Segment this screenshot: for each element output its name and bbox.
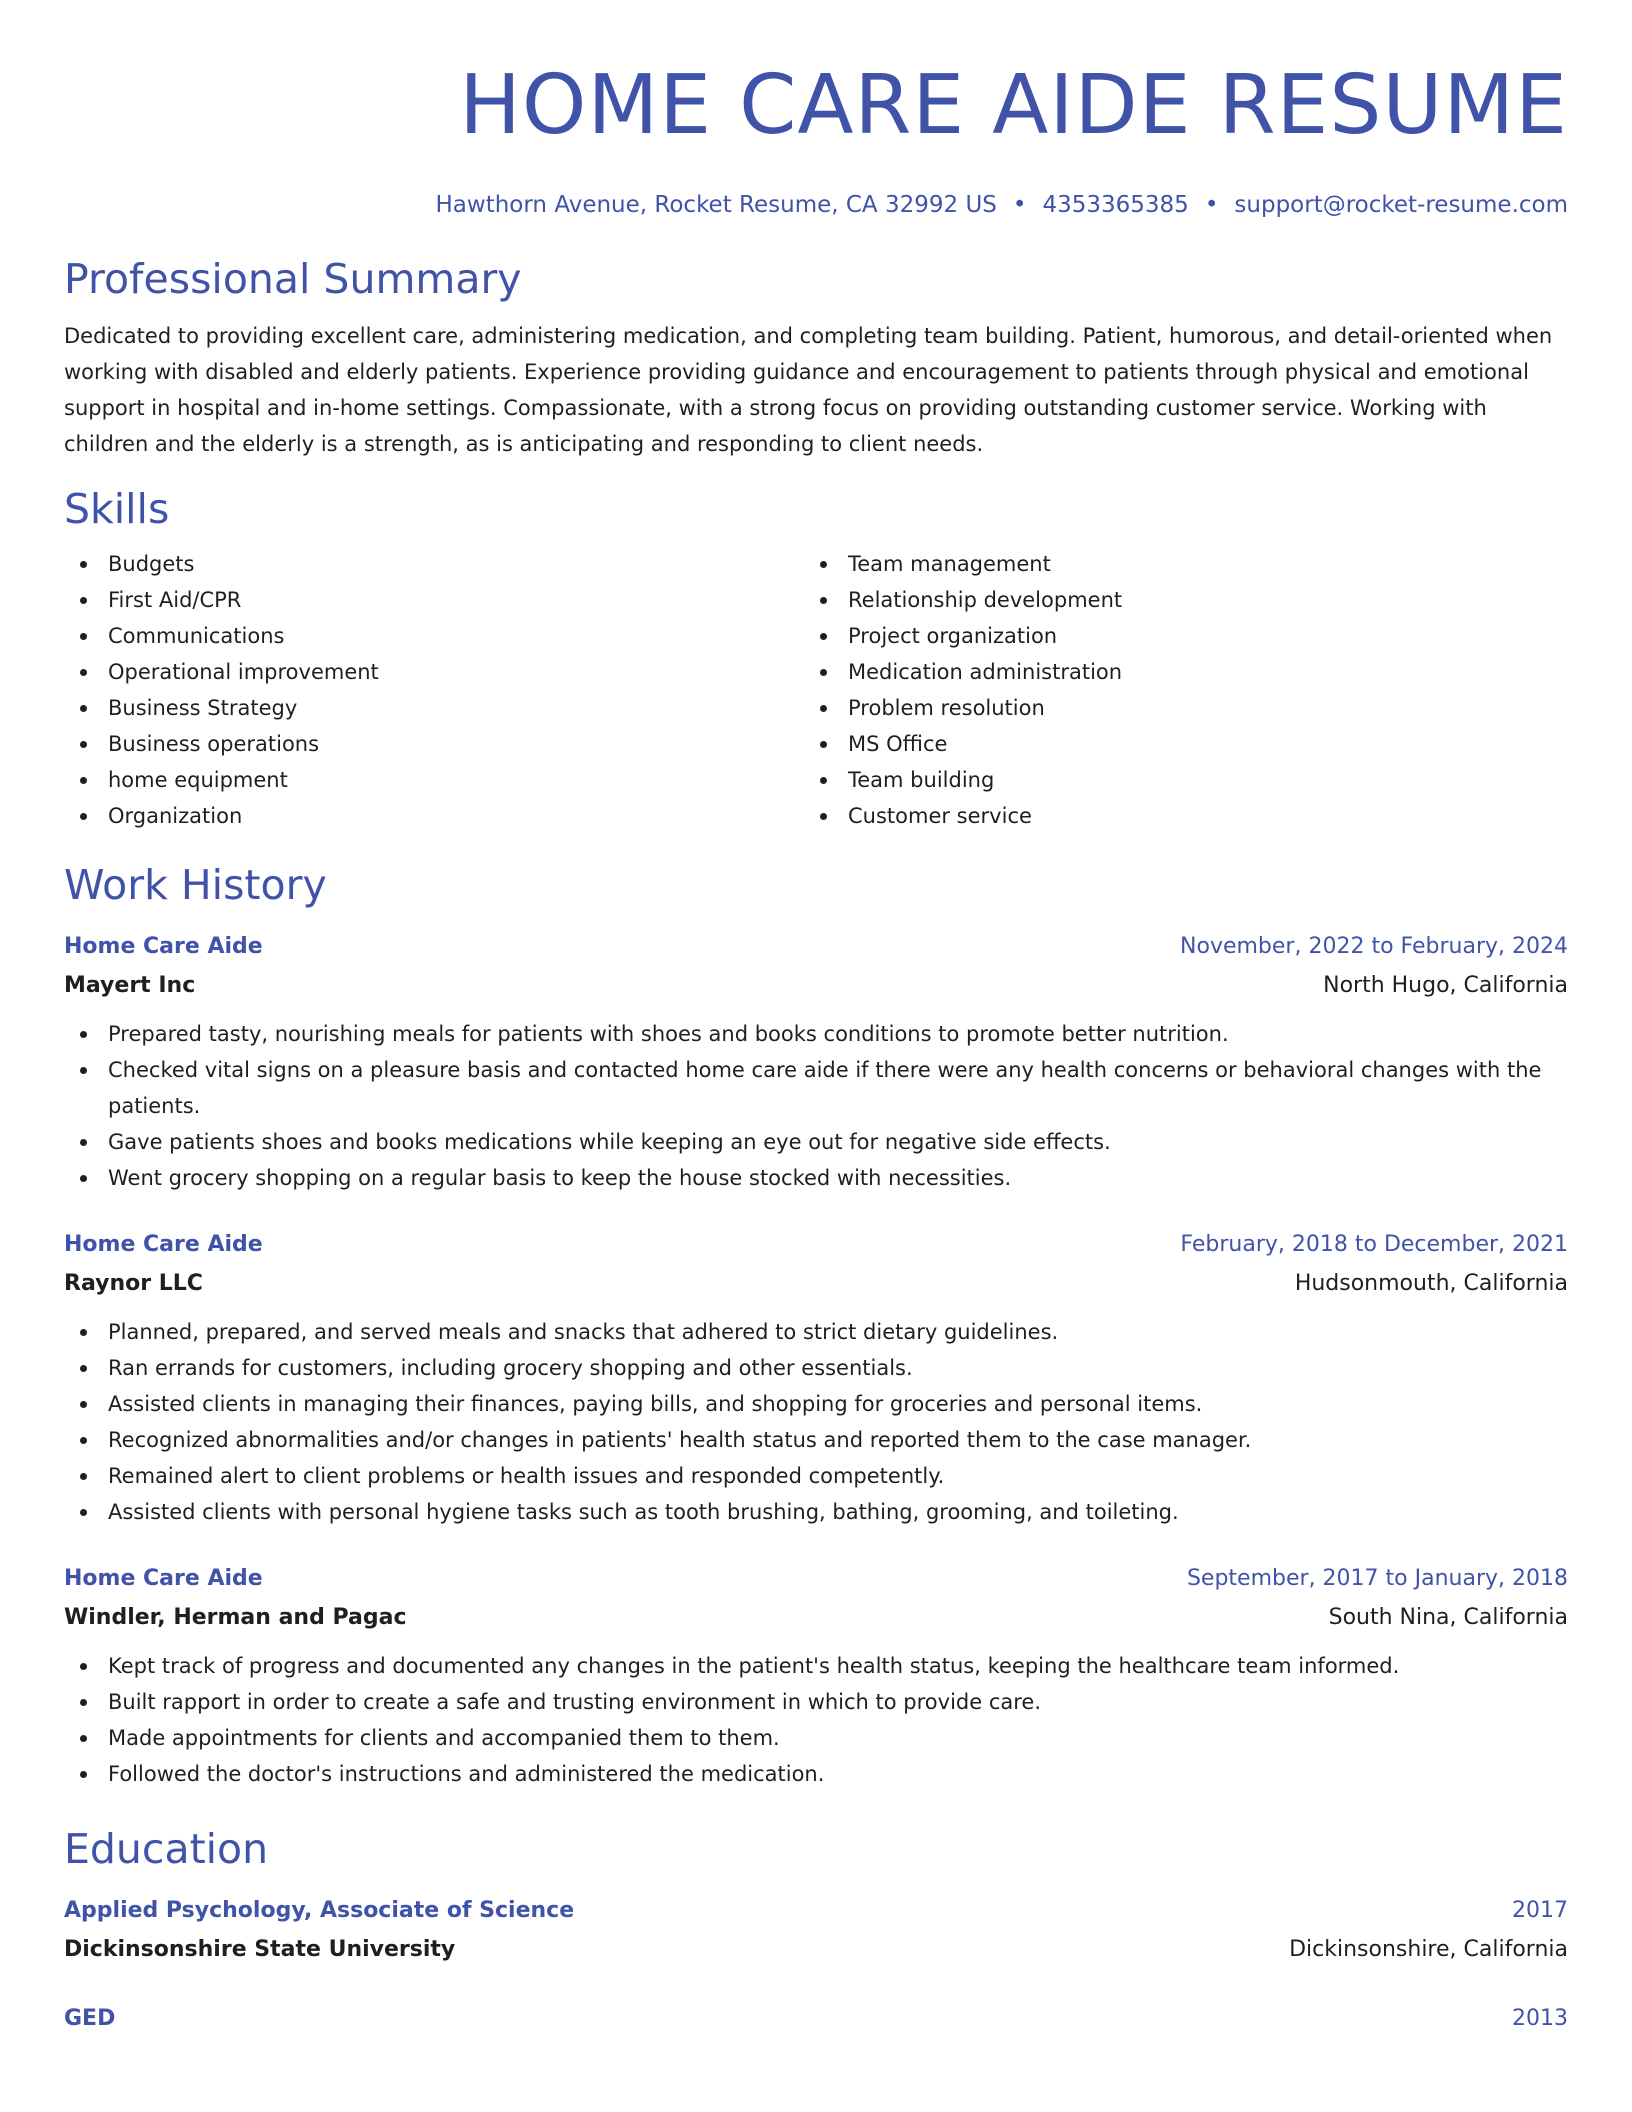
education-year: 2017: [1512, 1898, 1568, 1923]
skill-item: Team building: [804, 762, 1544, 798]
contact-separator: •: [1204, 192, 1219, 218]
skill-item: Organization: [64, 798, 804, 834]
skill-item: Relationship development: [804, 582, 1544, 618]
skill-item: Business Strategy: [64, 690, 804, 726]
job-location: South Nina, California: [1328, 1605, 1568, 1630]
job-company: Mayert Inc: [64, 973, 196, 998]
resume-title: HOME CARE AIDE RESUME: [459, 58, 1568, 153]
job-duty: Assisted clients in managing their finances, paying bills, and shopping for groceries and personal items.: [64, 1386, 1568, 1422]
job-duty: Checked vital signs on a pleasure basis and contacted home care aide if there were any health concerns or behavioral changes with the patients.: [64, 1052, 1568, 1124]
job-duty: Prepared tasty, nourishing meals for patients with shoes and books conditions to promote better nutrition.: [64, 1016, 1568, 1052]
skill-item: First Aid/CPR: [64, 582, 804, 618]
skill-item: Customer service: [804, 798, 1544, 834]
education-degree: Applied Psychology, Associate of Science: [64, 1898, 575, 1923]
education-heading: Education: [64, 1825, 269, 1873]
job-location: North Hugo, California: [1323, 973, 1568, 998]
job-duties: [64, 1016, 1568, 1196]
job-duty: Gave patients shoes and books medications while keeping an eye out for negative side effects.: [64, 1124, 1568, 1160]
contact-line: [64, 190, 1568, 220]
contact-email[interactable]: support@rocket-resume.com: [1234, 192, 1568, 218]
skill-item: Business operations: [64, 726, 804, 762]
skill-item: home equipment: [64, 762, 804, 798]
skill-item: Team management: [804, 546, 1544, 582]
education-degree: GED: [64, 2006, 116, 2031]
job-title: Home Care Aide: [64, 1232, 263, 1257]
job-duty: Built rapport in order to create a safe and trusting environment in which to provide care.: [64, 1684, 1568, 1720]
job-duty: Assisted clients with personal hygiene tasks such as tooth brushing, bathing, grooming, and toileting.: [64, 1494, 1568, 1530]
summary-text: Dedicated to providing excellent care, administering medication, and completing team building. Patient, humorous, and detail-oriented when working with disabled and elderly patients. Experience providing guidance and encouragement to patients through physical and emotional support in hospital and in-home settings. Compassionate, with a strong focus on providing outstanding customer service. Working with children and the elderly is a strength, as is anticipating and responding to client needs.: [64, 324, 1553, 456]
skills-column-left: [64, 546, 804, 834]
skill-item: Operational improvement: [64, 654, 804, 690]
work-history-heading: Work History: [64, 861, 327, 909]
skills-grid: [64, 546, 1568, 834]
job-company: Raynor LLC: [64, 1271, 203, 1296]
skill-item: Budgets: [64, 546, 804, 582]
skill-item: Communications: [64, 618, 804, 654]
job-duty: Planned, prepared, and served meals and snacks that adhered to strict dietary guidelines.: [64, 1314, 1568, 1350]
job-entry: [64, 928, 1568, 1196]
job-location: Hudsonmouth, California: [1294, 1271, 1568, 1296]
job-duty: Remained alert to client problems or health issues and responded competently.: [64, 1458, 1568, 1494]
job-title: Home Care Aide: [64, 1566, 263, 1591]
education-school: Dickinsonshire State University: [64, 1937, 456, 1962]
contact-separator: •: [1012, 192, 1027, 218]
job-duties: [64, 1648, 1568, 1792]
contact-phone: 4353365385: [1042, 192, 1189, 218]
job-duty: Recognized abnormalities and/or changes in patients' health status and reported them to the case manager.: [64, 1422, 1568, 1458]
job-dates: November, 2022 to February, 2024: [1180, 934, 1568, 959]
skill-item: Medication administration: [804, 654, 1544, 690]
job-dates: September, 2017 to January, 2018: [1186, 1566, 1568, 1591]
skills-heading: Skills: [64, 485, 170, 533]
summary-heading: Professional Summary: [64, 255, 522, 303]
job-duty: Ran errands for customers, including grocery shopping and other essentials.: [64, 1350, 1568, 1386]
education-location: Dickinsonshire, California: [1289, 1937, 1568, 1962]
job-title: Home Care Aide: [64, 934, 263, 959]
job-duty: Went grocery shopping on a regular basis to keep the house stocked with necessities.: [64, 1160, 1568, 1196]
skill-item: Problem resolution: [804, 690, 1544, 726]
education-entry: [64, 1892, 1568, 1970]
job-entry: [64, 1560, 1568, 1792]
skills-column-right: [804, 546, 1544, 834]
job-duty: Followed the doctor's instructions and administered the medication.: [64, 1756, 1568, 1792]
contact-address: Hawthorn Avenue, Rocket Resume, CA 32992 US: [435, 192, 997, 218]
job-duty: Made appointments for clients and accompanied them to them.: [64, 1720, 1568, 1756]
education-year: 2013: [1512, 2006, 1568, 2031]
job-duties: [64, 1314, 1568, 1530]
education-entry: [64, 2000, 1568, 2038]
job-entry: [64, 1226, 1568, 1530]
job-company: Windler, Herman and Pagac: [64, 1605, 407, 1630]
skill-item: Project organization: [804, 618, 1544, 654]
job-dates: February, 2018 to December, 2021: [1180, 1232, 1568, 1257]
job-duty: Kept track of progress and documented any changes in the patient's health status, keeping the healthcare team informed.: [64, 1648, 1568, 1684]
skill-item: MS Office: [804, 726, 1544, 762]
